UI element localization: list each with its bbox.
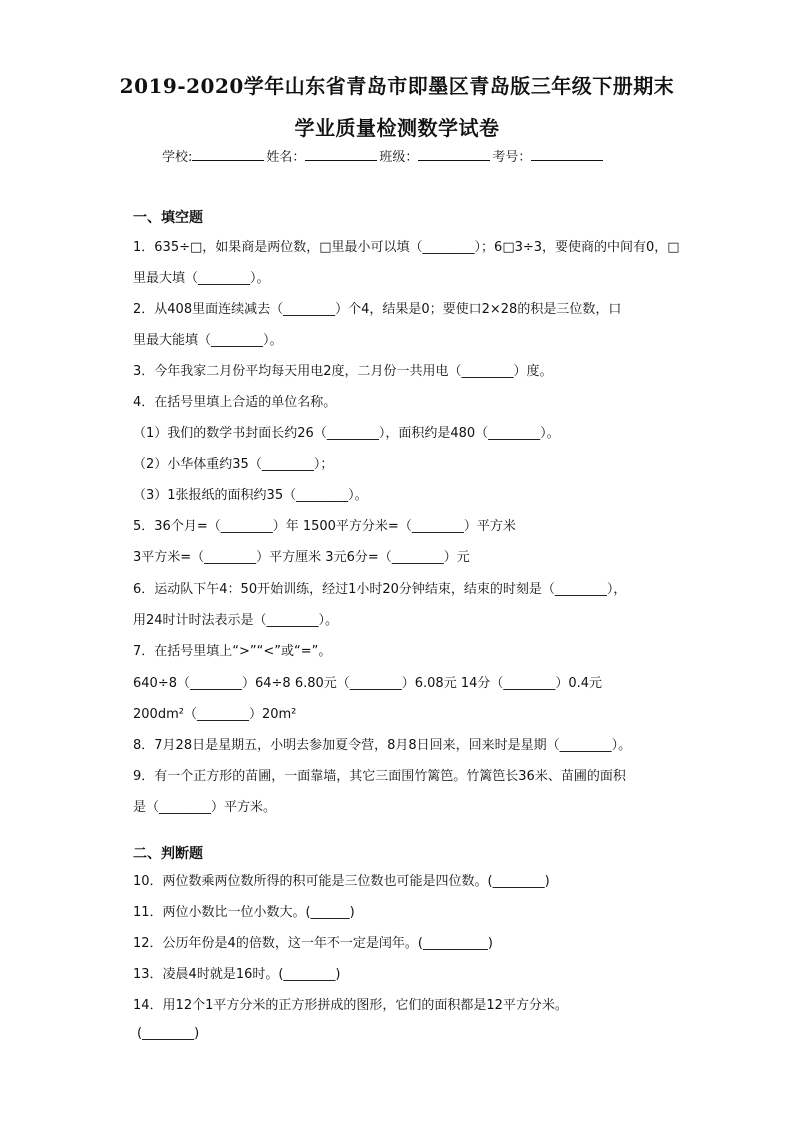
student-info-row [162, 146, 605, 165]
question-line: （1）我们的数学书封面长约26（________），面积约是480（________）。 [133, 426, 560, 441]
school-label: 学校: [162, 150, 193, 165]
number-blank[interactable] [531, 148, 603, 161]
question-line: 8．7月28日是星期五，小明去参加夏令营，8月8日回来，回来时是星期（________）。 [133, 738, 632, 753]
question-line: 1．635÷□，如果商是两位数，□里最小可以填（________）；6□3÷3，要使商的中间有0，□ [133, 240, 680, 255]
question-line: 2．从408里面连续减去（________）个4，结果是0；要使口2×28的积是三位数，口 [133, 302, 622, 317]
question-line: 3平方米=（________）平方厘米 3元6分=（________）元 [133, 550, 470, 565]
question-line: 7．在括号里填上“>”“<”或“=”。 [133, 644, 332, 659]
exam-title-line1: 2019-2020学年山东省青岛市即墨区青岛版三年级下册期末 [119, 74, 675, 98]
judge-line: 11．两位小数比一位小数大。(______) [133, 905, 355, 920]
exam-title-line2: 学业质量检测数学试卷 [294, 116, 500, 140]
name-label: 姓名： [266, 150, 306, 165]
judge-line: 12．公历年份是4的倍数，这一年不一定是闰年。(__________) [133, 936, 493, 951]
judge-line: 13．凌晨4时就是16时。(________) [133, 967, 341, 982]
question-line: 3．今年我家二月份平均每天用电2度，二月份一共用电（________）度。 [133, 364, 553, 379]
question-line: 200dm²（________）20m² [133, 707, 297, 722]
question-line: 里最大能填（________）。 [133, 333, 283, 348]
number-label: 考号： [492, 150, 532, 165]
judge-line: 10．两位数乘两位数所得的积可能是三位数也可能是四位数。(________) [133, 874, 550, 889]
section-fill-title: 一、填空题 [133, 210, 203, 226]
section-judge-title: 二、判断题 [133, 846, 203, 862]
class-label: 班级： [379, 150, 419, 165]
question-line: 4．在括号里填上合适的单位名称。 [133, 395, 337, 410]
judge-line: (________) [137, 1026, 200, 1041]
question-line: 是（________）平方米。 [133, 800, 277, 815]
judge-line: 14．用12个1平方分米的正方形拼成的图形，它们的面积都是12平方分米。 [133, 998, 568, 1013]
class-blank[interactable] [418, 148, 490, 161]
question-line: 5．36个月=（________）年 1500平方分米=（________）平方米 [133, 519, 516, 534]
school-blank[interactable] [192, 148, 264, 161]
question-line: 里最大填（________）。 [133, 271, 270, 286]
question-line: （2）小华体重约35（________）； [133, 457, 334, 472]
question-line: 640÷8（________）64÷8 6.80元（________）6.08元 14分（________）0.4元 [133, 676, 603, 691]
question-line: 用24时计时法表示是（________）。 [133, 613, 339, 628]
question-line: 9．有一个正方形的苗圃，一面靠墙，其它三面围竹篱笆。竹篱笆长36米、苗圃的面积 [133, 769, 626, 784]
question-line: （3）1张报纸的面积约35（________）。 [133, 488, 368, 503]
question-line: 6．运动队下午4：50开始训练，经过1小时20分钟结束，结束的时刻是（________）， [133, 582, 627, 597]
name-blank[interactable] [305, 148, 377, 161]
